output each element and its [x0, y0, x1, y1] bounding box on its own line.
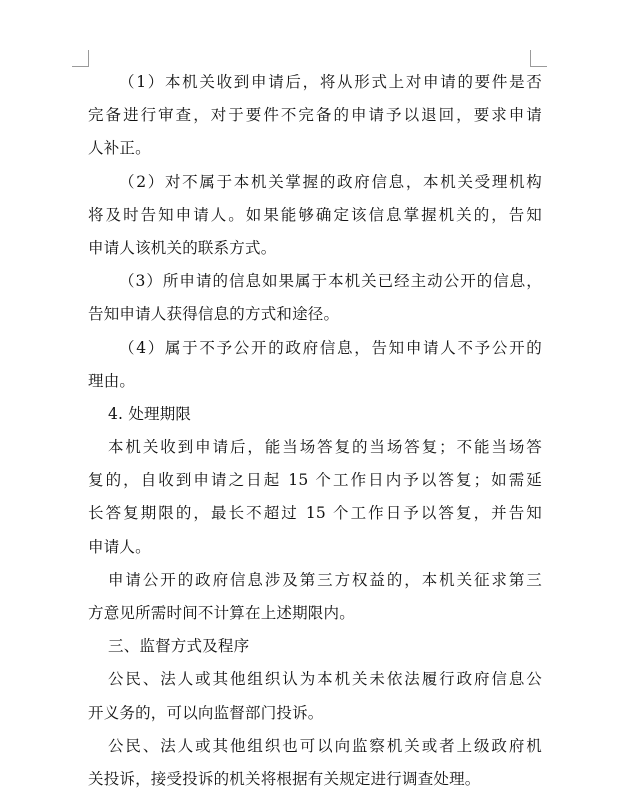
paragraph-line: 本机关收到申请后，能当场答复的当场答复；不能当场答: [108, 438, 542, 457]
paragraph-line: （1）本机关收到申请后，将从形式上对申请的要件是否: [119, 73, 542, 91]
paragraph-line: 公民、法人或其他组织认为本机关未依法履行政府信息公: [108, 670, 542, 689]
paragraph-line: （3）所申请的信息如果属于本机关已经主动公开的信息，: [119, 272, 542, 291]
crop-mark-top-right: [530, 50, 547, 67]
paragraph-line: 将及时告知申请人。如果能够确定该信息掌握机关的，告知: [88, 205, 542, 224]
paragraph-line: 完备进行审查，对于要件不完备的申请予以退回，要求申请: [88, 106, 542, 125]
paragraph-line: 关投诉，接受投诉的机关将根据有关规定进行调查处理。: [88, 769, 481, 788]
paragraph-line: （2）对不属于本机关掌握的政府信息，本机关受理机构: [119, 172, 542, 191]
paragraph-line: （4）属于不予公开的政府信息，告知申请人不予公开的: [119, 338, 542, 357]
paragraph-line: 复的，自收到申请之日起 15 个工作日内予以答复；如需延: [88, 471, 542, 490]
paragraph-line: 公民、法人或其他组织也可以向监察机关或者上级政府机: [108, 736, 542, 755]
document-body: [88, 66, 542, 796]
section-heading: 4. 处理期限: [108, 404, 192, 423]
paragraph-line: 理由。: [88, 371, 136, 390]
section-heading: 三、监督方式及程序: [108, 637, 250, 656]
paragraph-line: 申请公开的政府信息涉及第三方权益的，本机关征求第三: [108, 570, 542, 589]
paragraph-line: 开义务的，可以向监督部门投诉。: [88, 703, 324, 722]
paragraph-line: 人补正。: [88, 139, 151, 158]
paragraph-line: 方意见所需时间不计算在上述期限内。: [88, 604, 355, 622]
paragraph-line: 告知申请人获得信息的方式和途径。: [88, 305, 340, 324]
paragraph-line: 申请人。: [88, 537, 151, 556]
paragraph-line: 长答复期限的，最长不超过 15 个工作日予以答复，并告知: [88, 504, 542, 523]
paragraph-line: 申请人该机关的联系方式。: [88, 238, 277, 257]
crop-mark-top-left: [72, 50, 89, 67]
